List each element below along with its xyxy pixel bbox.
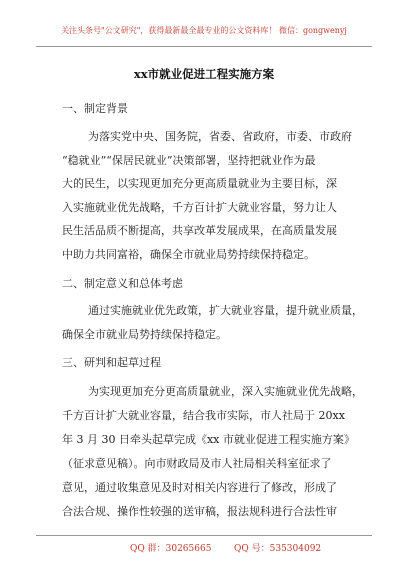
paragraph-line: 民生活品质不断提高，共享改革发展成果，在高质量发展 [62,224,337,237]
section-heading-significance: 二、制定意义和总体考虑 [62,277,183,290]
paragraph-line: 千方百计扩大就业容量，结合我市实际，市人社局于 20xx [62,409,345,422]
section-heading-background: 一、制定背景 [62,102,128,115]
footer-qq-group: QQ 群：30265665 [130,544,212,554]
paragraph-line: 为实现更加充分更高质量就业，深入实施就业优先战略， [88,385,363,398]
paragraph-line: 合法合规、操作性较强的送审稿，报法规科进行合法性审 [62,505,337,518]
footer-qq-number: QQ 号：535304092 [234,544,322,554]
section-heading-drafting-process: 三、研判和起草过程 [62,356,161,369]
top-banner: 关注头条号"公文研究"，获得最新最全最专业的公文资料库！ 微信：gongwenyj [61,26,347,35]
paragraph-line: （征求意见稿）。向市财政局及市人社局相关科室征求了 [62,457,332,470]
paragraph-line: 中助力共同富裕，确保全市就业局势持续保持稳定。 [62,248,315,261]
paragraph-line: 意见，通过收集意见及时对相关内容进行了修改，形成了 [62,481,337,494]
paragraph-line: 通过实施就业优先政策，扩大就业容量，提升就业质量， [88,304,363,317]
paragraph-line: 入实施就业优先战略，千方百计扩大就业容量，努力让人 [62,201,337,214]
paragraph-line: 为落实党中央、国务院，省委、省政府，市委、市政府 [88,130,352,143]
paragraph-line: 大的民生，以实现更加充分更高质量就业为主要目标，深 [62,177,337,190]
paragraph-line: “稳就业”“保居民就业”决策部署，坚持把就业作为最 [62,154,316,167]
document-title: xx市就业促进工程实施方案 [133,67,275,81]
paragraph-line: 确保全市就业局势持续保持稳定。 [62,328,227,341]
header-divider [36,46,372,47]
footer-divider [36,535,372,536]
paragraph-line: 年 3 月 30 日牵头起草完成《xx 市就业促进工程实施方案》 [62,433,355,446]
